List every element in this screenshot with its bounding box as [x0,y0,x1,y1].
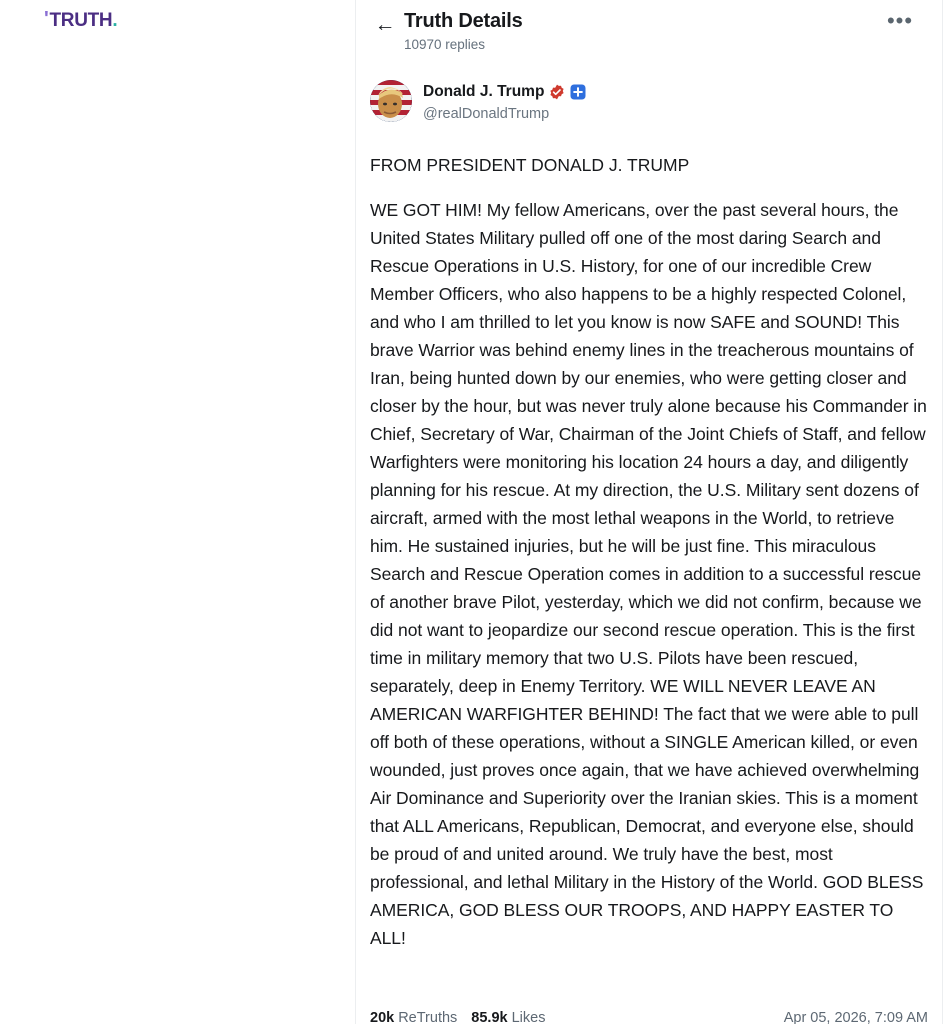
author-name[interactable]: Donald J. Trump [423,83,545,100]
likes-count: 85.9k [471,1010,508,1024]
retruths-stat[interactable] [370,1010,457,1024]
back-arrow-icon[interactable]: ← [374,13,396,36]
author-meta [423,80,586,123]
author-handle[interactable]: @realDonaldTrump [423,106,550,122]
logo-wordmark: TRUTH [49,10,113,31]
likes-stat[interactable] [471,1010,545,1024]
truth-social-logo[interactable] [44,10,117,32]
author-name-row [423,82,586,101]
post-stats-row [370,1010,928,1024]
more-options-icon[interactable]: ••• [886,8,914,33]
retruths-label: ReTruths [398,1010,458,1024]
detail-header [356,0,942,62]
logo-dot: . [112,10,118,31]
likes-label: Likes [511,1010,546,1024]
page-title: Truth Details [404,10,523,32]
author-row [370,62,928,127]
post-lead-line: FROM PRESIDENT DONALD J. TRUMP [370,155,690,175]
header-text [404,8,523,53]
blue-plus-badge-icon [570,84,586,100]
truth-details-panel [356,0,943,1024]
avatar[interactable] [370,80,412,122]
replies-count: 10970 replies [404,37,486,52]
post-text: WE GOT HIM! My fellow Americans, over the past several hours, the United States Military pulled off one of the most daring Search and Rescue Operations in U.S. History, for one of our incredible Crew Member Officers, who also happens to be a highly respected Colonel, and who I am thrilled to let you know is now SAFE and SOUND! This brave Warrior was behind enemy lines in the treacherous mountains of Iran, being hunted down by our enemies, who were getting closer and closer by the hour, but was never truly alone because his Commander in Chief, Secretary of War, Chairman of the Joint Chiefs of Staff, and fellow Warfighters were monitoring his location 24 hours a day, and diligently planning for his rescue. At my direction, the U.S. Military sent dozens of aircraft, armed with the most lethal weapons in the World, to retrieve him. He sustained injuries, but he will be just fine. This miraculous Search and Rescue Operation comes in addition to a successful rescue of another brave Pilot, yesterday, which we did not confirm, because we did not want to jeopardize our second rescue operation. This is the first time in military memory that two U.S. Pilots have been rescued, separately, deep in Enemy Territory. WE WILL NEVER LEAVE AN AMERICAN WARFIGHTER BEHIND! The fact that we were able to pull off both of these operations, without a SINGLE American killed, or even wounded, just proves once again, that we have achieved overwhelming Air Dominance and Superiority over the Iranian skies. This is a moment that ALL Americans, Republican, Democrat, and everyone else, should be proud of and united around. We truly have the best, most professional, and lethal Military in the History of the World. GOD BLESS AMERICA, GOD BLESS OUR TROOPS, AND HAPPY EASTER TO ALL! [370,200,927,948]
logo-apostrophe: ' [44,8,49,30]
retruths-count: 20k [370,1010,395,1024]
post-timestamp: Apr 05, 2026, 7:09 AM [783,1010,928,1024]
post-container [356,62,942,952]
verified-badge-icon [549,84,565,100]
left-sidebar [0,0,356,1024]
